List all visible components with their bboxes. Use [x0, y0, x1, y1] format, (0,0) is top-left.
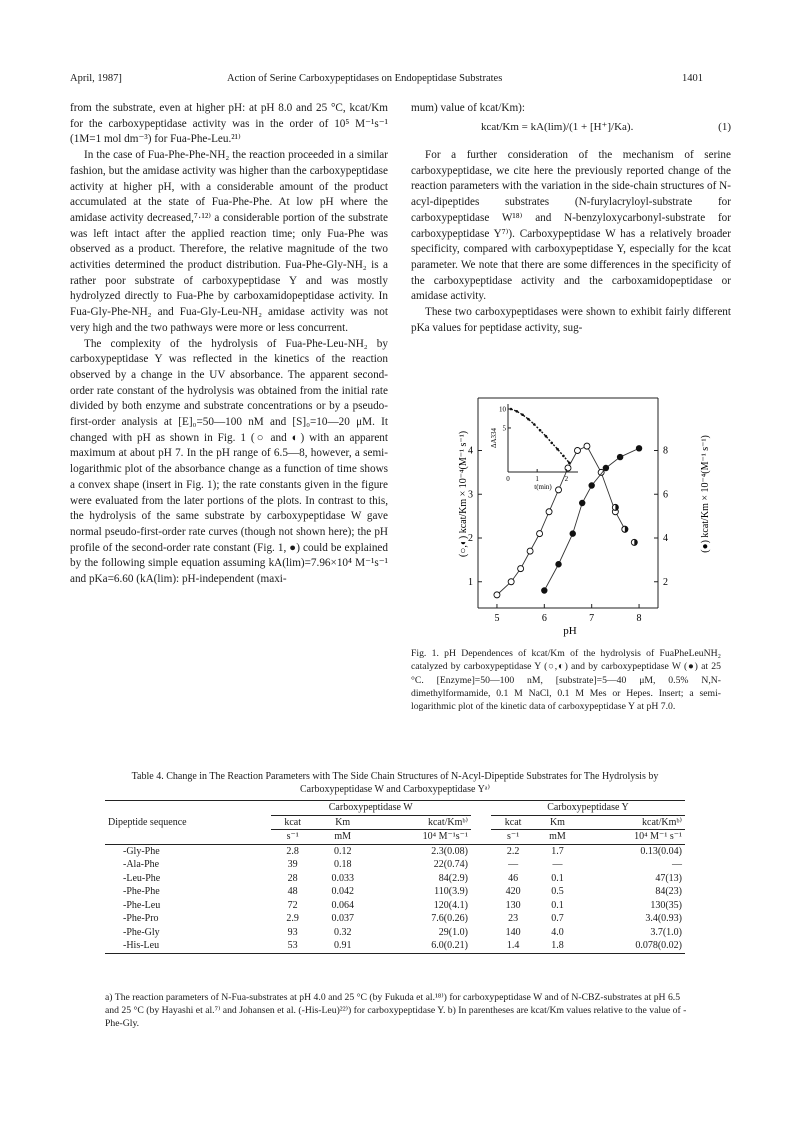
row-sequence: -Phe-Phe [123, 886, 160, 897]
row-value: 0.7 [551, 913, 564, 924]
right-paragraph-2: These two carboxypeptidases were shown to exhibit fairly different pKa values for peptidase activity, sug- [411, 306, 731, 334]
right-paragraph-1: For a further consideration of the mechanism of serine carboxypeptidase, we cite here the previously reported change of the reaction parameters with the variation in the side-chain structures of N-acyl-dipeptides substrates (N-furylacryloyl-substrate for carboxypeptidase W¹⁸⁾ and N-benzyloxycarbonyl-substrate for carboxypeptidase Y⁷⁾). Carboxypeptidase W has a relatively broader specificity, compared with carboxypeptidase Y, especially for the kcat parameter. We note that there are some differences in the specificity of the carboxypeptidase activity and the carboxamidopeptidase or amidase activity. [411, 149, 731, 303]
filled-circle-point [617, 454, 623, 460]
table-footnote: a) The reaction parameters of N-Fua-substrates at pH 4.0 and 25 °C (by Fukuda et al.¹⁸⁾) for carboxypeptidase W and of N-CBZ-substrates at pH 6.5 and 25 °C (by Hayashi et al.⁷⁾ and Johansen et al. (-His-Leu)²²⁾) for carboxypeptidase Y. b) In parentheses are kcat/Km values relative to the value of -Phe-Gly. [105, 992, 687, 1029]
table-row [105, 912, 685, 926]
row-value: 110(3.9) [434, 886, 468, 897]
inset-x-label: t(min) [534, 483, 552, 491]
spacer-cell [471, 844, 491, 858]
row-value: 46 [508, 872, 519, 884]
row-value: 84(2.9) [438, 872, 468, 884]
row-value: 6.0(0.21) [371, 939, 471, 953]
figure-1-caption: Fig. 1. pH Dependences of kcat/Km of the hydrolysis of FuaPheLeuNH₂ catalyzed by carboxypeptidase Y (○,◐) and by carboxypeptidase W (●) at 25 °C. [Enzyme]=50—100 nM, [substrate]=5—40 μM, 0.5% N,N-dimethylformamide, 0.1 M NaCl, 0.1 M Mes or Hepes. Insert; a semi-logarithmic plot of the kinetic data of carboxypeptidase Y at pH 7.0. [411, 648, 721, 713]
col-head-4: Km [535, 815, 579, 830]
left-tick-label: 3 [468, 489, 473, 501]
row-value: 0.033 [331, 872, 354, 884]
left-column [70, 101, 388, 588]
row-value: 420 [505, 886, 521, 897]
row-value: 1.7 [551, 845, 564, 857]
row-value: — [552, 859, 563, 870]
half-filled-point [622, 526, 628, 532]
row-value: 2.3(0.08) [431, 845, 468, 857]
row-value: 0.037 [331, 913, 354, 924]
col-head-2: kcat/Kmᵇ⁾ [371, 815, 471, 830]
spacer-cell [471, 912, 491, 926]
spacer-cell [471, 872, 491, 886]
inset-x-tick-label: 2 [564, 475, 569, 483]
inset-y-tick-label: 10 [499, 405, 506, 414]
spacer-cell [471, 885, 491, 899]
spacer-cell [471, 939, 491, 953]
spacer-cell [471, 899, 491, 913]
inset-point [539, 429, 542, 432]
parameters-table [105, 800, 685, 954]
table-4 [105, 770, 685, 954]
right-tick-label: 4 [663, 533, 668, 544]
row-value: 84(23) [655, 886, 682, 897]
right-column-body [411, 148, 731, 336]
equation-1 [481, 120, 731, 136]
row-value: 130 [505, 899, 521, 911]
row-value: 130(35) [650, 899, 682, 911]
row-sequence: -His-Leu [105, 939, 271, 953]
table-group-header-row [105, 801, 685, 816]
inset-point [550, 442, 553, 445]
table-caption: Table 4. Change in The Reaction Parameters with The Side Chain Structures of N-Acyl-Dipeptide Substrates for The Hydrolysis by Carboxypeptidase W and Carboxypeptidase Yᵃ⁾ [131, 771, 659, 795]
spacer-cell [471, 926, 491, 940]
x-tick-label: 7 [589, 613, 595, 624]
equation-number: (1) [718, 120, 731, 133]
right-tick-label: 8 [663, 445, 668, 457]
x-axis-label: pH [563, 625, 577, 637]
row-sequence: -Leu-Phe [123, 872, 161, 884]
col-head-1: Km [315, 815, 371, 830]
row-value: 7.6(0.26) [431, 913, 468, 924]
row-sequence: -Phe-Gly [123, 926, 160, 938]
row-value: 39 [287, 859, 298, 870]
open-circle-point [574, 448, 580, 454]
col-head-3: kcat [491, 815, 535, 830]
table-row [105, 885, 685, 899]
seq-column-header: Dipeptide sequence [105, 801, 271, 845]
left-paragraph-3: The complexity of the hydrolysis of Fua-Phe-Leu-NH₂ by carboxypeptidase Y was reflected in the kinetics of the reaction observed by a change in the UV absorbance. The apparent second-order rate constant of the hydrolysis was obtained from the initial rate divided by both enzyme and substrate concentrations or by a pseudo-first-order analysis at [E]₀=50—100 nM and [S]₀=10—20 μM. It changed with pH as shown in Fig. 1 (○ and ◐) with an apparent maximum at about pH 7. In the pH range of 6.5—8, however, a semi-logarithmic plot of the absorbance change as a function of time shows a convex shape (insert in Fig. 1); the rate constants given in the figure were evaluated from the later portions of the plots. In contrast to this, the hydrolysis of the same substrate by carboxypeptidase W gave normal pseudo-first-order rate curves (though not shown here); the pH profile of the second-order rate constant (Fig. 1, ●) could be explained by the following simple equation assuming kA(lim)=7.96×10⁴ M⁻¹s⁻¹ and pKa=6.60 (kA(lim): pH-independent (maxi- [70, 337, 388, 586]
row-value: 28 [287, 872, 298, 884]
table-row [105, 858, 685, 872]
figure-1 [430, 384, 720, 638]
row-value: — [672, 859, 682, 870]
left-paragraph-1: from the substrate, even at higher pH: at pH 8.0 and 25 °C, kcat/Km for the carboxypeptidase activity was in the order of 10⁵ M⁻¹s⁻¹ (1M=1 mol dm⁻³) for Fua-Phe-Leu.²¹⁾ [70, 102, 388, 146]
filled-circle-point [541, 587, 547, 593]
table-row [105, 939, 685, 953]
row-value: 48 [287, 886, 298, 897]
inset-curve [511, 409, 569, 463]
filled-circle-point [588, 482, 594, 488]
row-value: 93 [287, 926, 298, 938]
row-value: 1.8 [535, 939, 579, 953]
spacer-cell [471, 830, 491, 845]
right-lead-text: mum) value of kcat/Km): [411, 102, 526, 114]
group-header-w: Carboxypeptidase W [271, 801, 471, 816]
inset-y-tick-label: 5 [502, 424, 506, 433]
spacer-cell [471, 858, 491, 872]
open-circle-point [546, 509, 552, 515]
table-row [105, 899, 685, 913]
row-value: 53 [271, 939, 315, 953]
inset-point [527, 418, 530, 421]
row-value: 0.5 [551, 886, 564, 897]
figure-1-chart [430, 384, 720, 638]
row-value: 4.0 [551, 926, 564, 938]
row-sequence: -Phe-Leu [123, 899, 161, 911]
open-circle-point [556, 487, 562, 493]
row-value: 2.2 [506, 845, 520, 857]
row-value: 0.18 [333, 859, 352, 870]
unit-cell-0: s⁻¹ [271, 830, 315, 845]
row-sequence: -Phe-Pro [123, 913, 159, 924]
right-column-lead [411, 101, 731, 135]
row-value: 0.1 [551, 872, 564, 884]
col-head-5: kcat/Kmᵇ⁾ [580, 815, 685, 830]
inset-point [562, 455, 565, 458]
inset-point [521, 413, 524, 416]
series-curve [544, 448, 639, 590]
row-sequence: -Gly-Phe [123, 845, 160, 857]
inset-point [556, 448, 559, 451]
open-circle-point [494, 592, 500, 598]
filled-circle-point [636, 445, 642, 451]
inset-x-tick-label: 1 [535, 475, 539, 483]
open-circle-point [518, 566, 524, 572]
row-value: 0.32 [333, 926, 352, 938]
right-tick-label: 2 [663, 576, 668, 588]
row-value: 0.064 [331, 899, 354, 911]
filled-circle-point [570, 530, 576, 536]
row-value: 140 [505, 926, 521, 938]
row-sequence: -Ala-Phe [123, 859, 160, 870]
row-value: 72 [287, 899, 298, 911]
filled-circle-point [603, 465, 609, 471]
inset-point [568, 461, 571, 464]
x-tick-label: 6 [541, 613, 547, 624]
header-page-number: 1401 [682, 73, 703, 84]
row-value: 23 [508, 913, 519, 924]
inset-point [515, 410, 518, 413]
row-value: 47(13) [655, 872, 682, 884]
equation-text: kcat/Km = kA(lim)/(1 + [H⁺]/Ka). [481, 120, 634, 133]
row-value: — [508, 859, 519, 870]
row-value: 29(1.0) [438, 926, 468, 938]
row-value: 0.13(0.04) [640, 845, 682, 857]
row-value: 0.1 [551, 899, 564, 911]
row-value: 120(4.1) [433, 899, 468, 911]
inset-y-label: ΔA334 [490, 427, 498, 449]
unit-cell-5: 10⁴ M⁻¹ s⁻¹ [580, 830, 685, 845]
filled-circle-point [579, 500, 585, 506]
open-circle-point [584, 443, 590, 449]
unit-cell-4: mM [535, 830, 579, 845]
filled-circle-point [555, 561, 561, 567]
table-row [105, 844, 685, 858]
spacer-cell [471, 815, 491, 830]
row-value: 2.9 [286, 913, 299, 924]
header-title: Action of Serine Carboxypeptidases on Endopeptidase Substrates [227, 73, 503, 84]
group-header-y: Carboxypeptidase Y [491, 801, 685, 816]
left-tick-label: 1 [468, 576, 473, 588]
row-value: 1.4 [491, 939, 535, 953]
inset-x-tick-label: 0 [506, 475, 510, 483]
open-circle-point [508, 579, 514, 585]
table-row [105, 872, 685, 886]
row-value: 0.042 [331, 886, 354, 897]
x-tick-label: 8 [636, 613, 642, 624]
row-value: 3.7(1.0) [650, 926, 682, 938]
row-value: 2.8 [286, 845, 299, 857]
open-circle-point [537, 531, 543, 537]
col-head-0: kcat [271, 815, 315, 830]
row-value: 0.12 [333, 845, 352, 857]
left-tick-label: 4 [468, 445, 473, 457]
open-circle-point [527, 548, 533, 554]
row-value: 0.078(0.02) [580, 939, 685, 953]
row-value: 3.4(0.93) [645, 913, 682, 924]
half-filled-point [631, 539, 637, 545]
row-value: 0.91 [315, 939, 371, 953]
left-y-axis-label: (○,◐) kcat/Km × 10⁻⁴(M⁻¹ s⁻¹) [458, 430, 469, 558]
right-y-axis-label: (●) kcat/Km × 10⁻⁴(M⁻¹ s⁻¹) [700, 435, 711, 553]
x-tick-label: 5 [494, 613, 500, 624]
row-value: 22(0.74) [433, 859, 468, 870]
header-date: April, 1987] [70, 73, 122, 84]
half-filled-point [612, 504, 618, 510]
unit-cell-2: 10⁴ M⁻¹s⁻¹ [371, 830, 471, 845]
table-row [105, 926, 685, 940]
inset-point [545, 435, 548, 438]
unit-cell-1: mM [315, 830, 371, 845]
unit-cell-3: s⁻¹ [491, 830, 535, 845]
left-tick-label: 2 [468, 533, 473, 544]
left-paragraph-2: In the case of Fua-Phe-Phe-NH₂ the reaction proceeded in a similar fashion, but the amidase activity was higher than the carboxypeptidase activity at higher pH, with a considerable amount of the product accumulated at the state of Fua-Phe-Phe. At low pH where the amidase activity decreased,⁷·¹²⁾ a considerable portion of the substrate was left intact after the applied reaction time; only Fua-Phe was observed as a product. Therefore, the relative magnitude of the two activities determined the product distribution. Fua-Phe-Gly-NH₂ is a rather poor substrate of carboxypeptidase Y and was mostly hydrolyzed directly to Fua-Phe by carboxamidopeptidase activity. In Fua-Gly-Phe-NH₂ and Fua-Gly-Leu-NH₂ amidase activity was not very high and the two pathways were more or less concurrent. [70, 149, 388, 334]
right-tick-label: 6 [663, 489, 668, 501]
inset-point [533, 423, 536, 426]
